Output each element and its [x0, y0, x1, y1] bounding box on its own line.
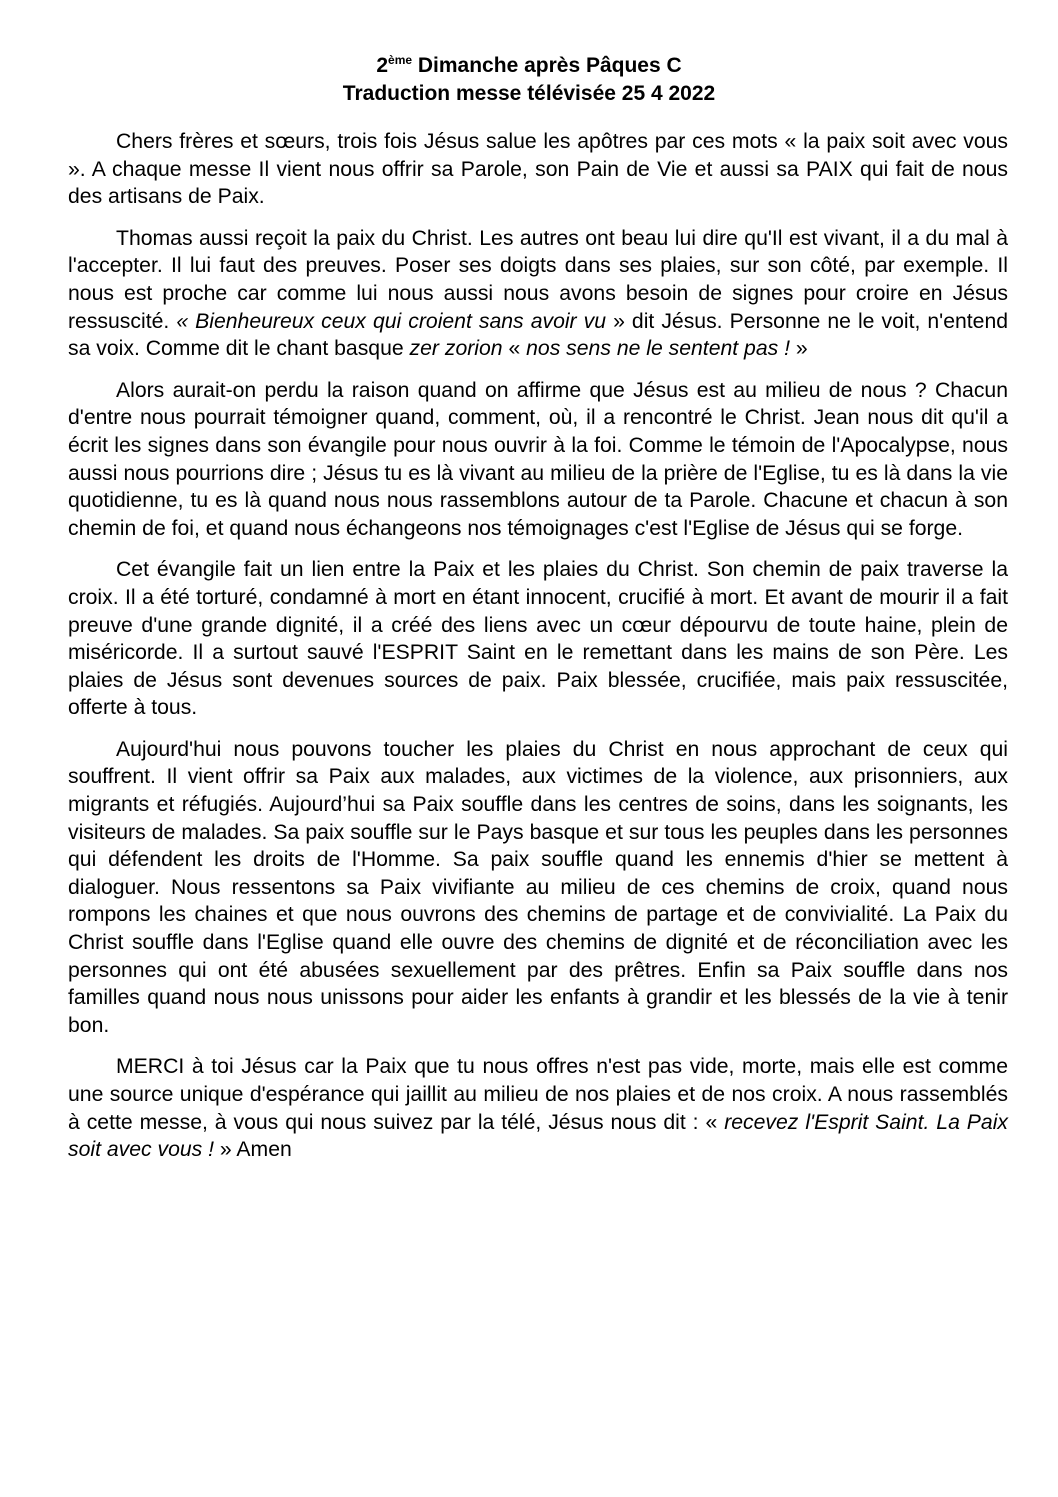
paragraph-6-amen: » Amen	[214, 1138, 292, 1162]
paragraph-4: Cet évangile fait un lien entre la Paix et les plaies du Christ. Son chemin de paix traverse la croix. Il a été torturé, condamné à mort en étant innocent, crucifié à mort. Et avant de mourir il a fait preuve d'une grande dignité, il a créé des liens avec un cœur dépourvu de toute haine, plein de miséricorde. Il a surtout sauvé l'ESPRIT Saint en le remettant dans les mains de son Père. Les plaies de Jésus sont devenues sources de paix. Paix blessée, crucifiée, mais paix ressuscitée, offerte à tous.	[68, 558, 1008, 720]
paragraph-2	[68, 225, 1008, 363]
paragraph-1: Chers frères et sœurs, trois fois Jésus salue les apôtres par ces mots « la paix soit avec vous ». A chaque messe Il vient nous offrir sa Parole, son Pain de Vie et aussi sa PAIX qui fait de nous des artisans de Paix.	[68, 130, 1008, 209]
homily-text	[68, 128, 1008, 1178]
song-quote: nos sens ne le sentent pas !	[526, 337, 790, 361]
title-sunday: Dimanche après Pâques C	[412, 54, 682, 77]
beatitude-quote: « Bienheureux ceux qui croient sans avoir vu	[176, 309, 607, 333]
paragraph-3: Alors aurait-on perdu la raison quand on affirme que Jésus est au milieu de nous ? Chacun d'entre nous pourrait témoigner quand, comment, où, il a rencontré le Christ. Jean nous dit qu'il a écrit les signes dans son évangile pour nous ouvrir à la foi. Comme le témoin de l'Apocalypse, nous aussi nous pourrions dire ; Jésus tu es là vivant au milieu de la prière de l'Eglise, tu es là dans la vie quotidienne, tu es là quand nous nous rassemblons autour de ta Parole. Chacune et chacun à son chemin de foi, et quand nous échangeons nos témoignages c'est l'Eglise de Jésus qui se forge.	[68, 378, 1008, 540]
title-ordinal-suffix: ème	[388, 53, 413, 67]
title-ordinal: 2	[376, 54, 389, 77]
title-line-1	[0, 52, 1058, 80]
paragraph-2-text-2: » dit Jésus. Personne ne le voit, n'entend sa voix. Comme dit le chant basque	[68, 309, 1009, 361]
song-title: zer zorion	[409, 337, 503, 361]
document-title	[0, 52, 1058, 108]
paragraph-6	[68, 1053, 1008, 1163]
paragraph-2-text-3: «	[502, 337, 527, 361]
paragraph-6-text: MERCI à toi Jésus car la Paix que tu nous offres n'est pas vide, morte, mais elle est comme une source unique d'espérance qui jaillit au milieu de nos plaies et de nos croix. A nous rassemblés à cette messe, à vous qui nous suivez par la télé, Jésus nous dit : «	[68, 1055, 1008, 1134]
paragraph-2-text-4: »	[789, 337, 808, 361]
paragraph-2-text: Thomas aussi reçoit la paix du Christ. Les autres ont beau lui dire qu'Il est vivant, il a du mal à l'accepter. Il lui faut des preuves. Poser ses doigts dans ses plaies, sur son côté, par exemple. Il nous est proche car comme lui nous aussi nous avons besoin de signes pour croire en Jésus ressuscité.	[68, 226, 1008, 333]
closing-quote: recevez l'Esprit Saint. La Paix soit avec vous !	[68, 1110, 1009, 1162]
paragraph-5: Aujourd'hui nous pouvons toucher les plaies du Christ en nous approchant de ceux qui souffrent. Il vient offrir sa Paix aux malades, aux victimes de la violence, aux prisonniers, aux migrants et réfugiés. Aujourd’hui sa Paix souffle dans les centres de soins, dans les soignants, les visiteurs de malades. Sa paix souffle sur le Pays basque et sur tous les peuples dans les personnes qui défendent les droits de l'Homme. Sa paix souffle quand les ennemis d'hier se mettent à dialoguer. Nous ressentons sa Paix vivifiante au milieu de ces chemins de croix, quand nous rompons les chaines et que nous ouvrons des chemins de partage et de convivialité. La Paix du Christ souffle dans l'Eglise quand elle ouvre des chemins de dignité et de réconciliation avec les personnes qui ont été abusées sexuellement par des prêtres. Enfin sa Paix souffle dans nos familles quand nous nous unissons pour aider les enfants à grandir et les blessés de la vie à tenir bon.	[68, 737, 1008, 1037]
title-line-2: Traduction messe télévisée 25 4 2022	[342, 82, 716, 105]
